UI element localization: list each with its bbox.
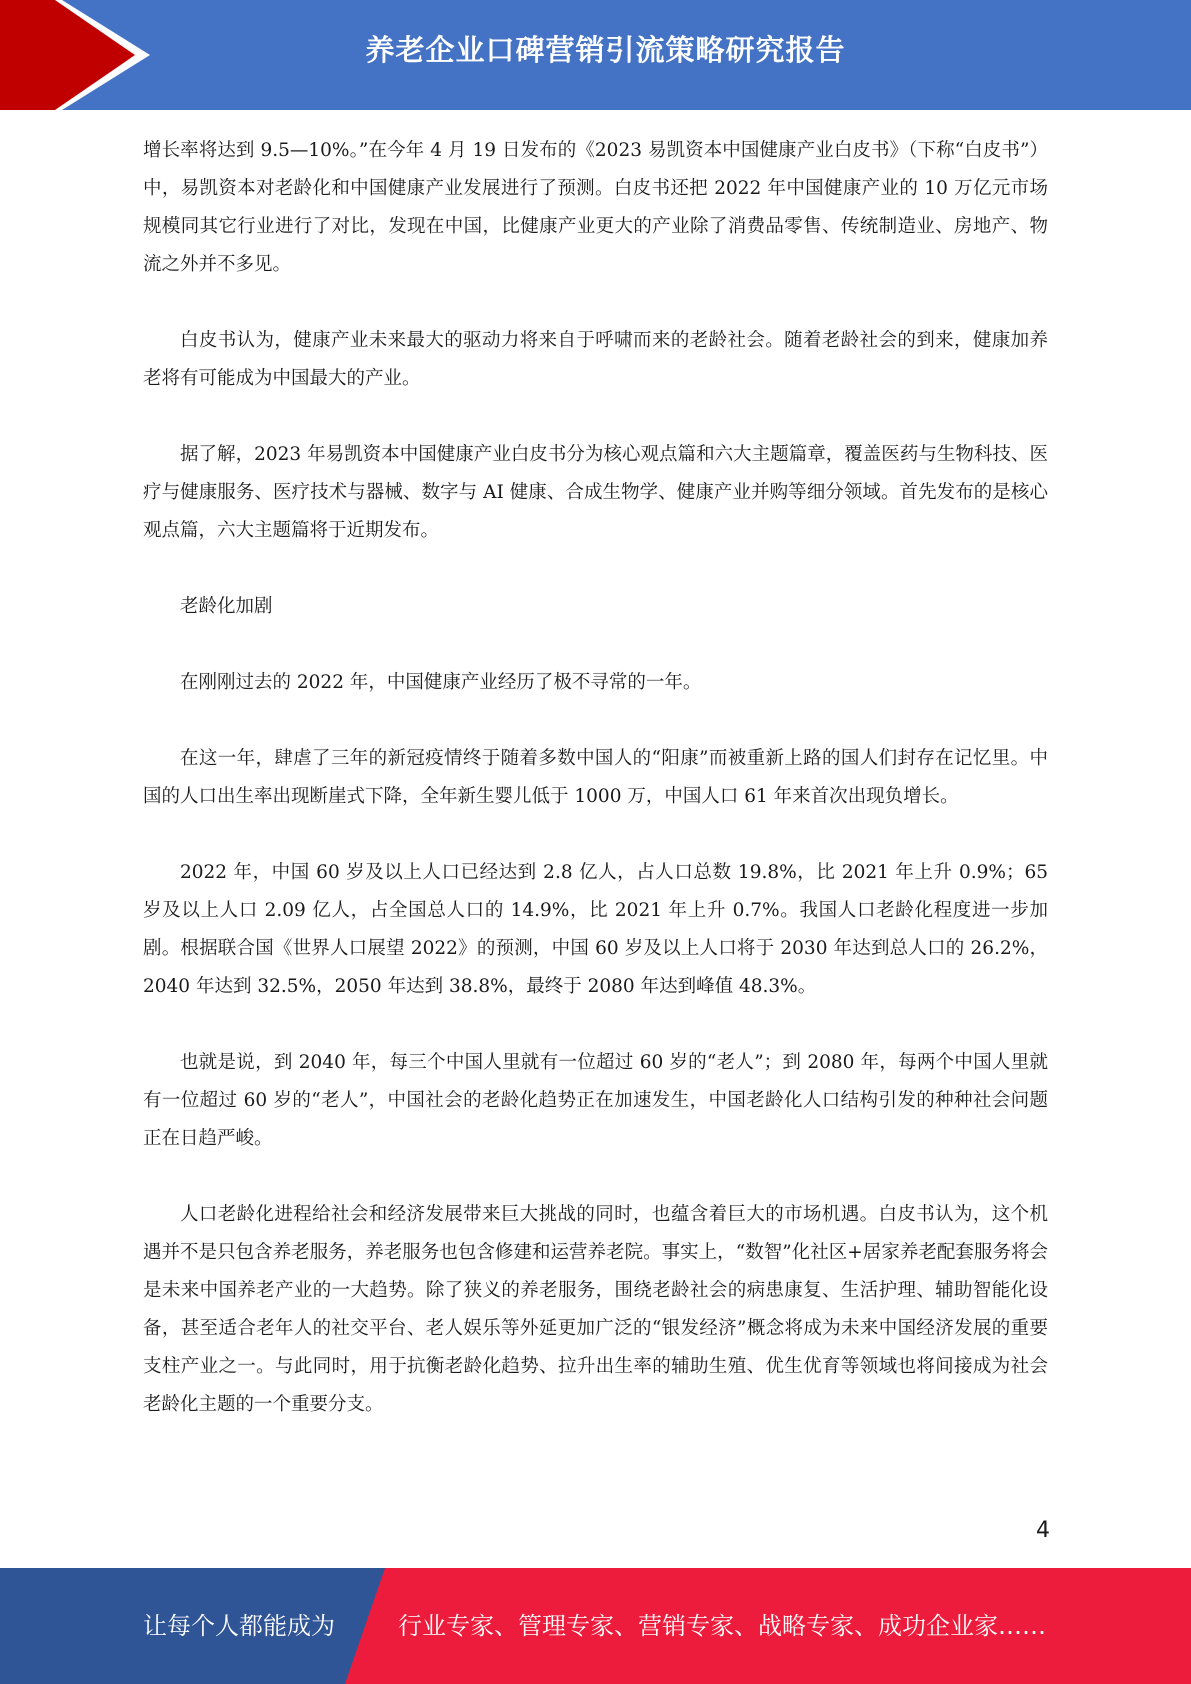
paragraph-8: 人口老龄化进程给社会和经济发展带来巨大挑战的同时，也蕴含着巨大的市场机遇。白皮书认为，这个机遇并不是只包含养老服务，养老服务也包含修建和运营养老院。事实上，“数智”化社区+居家养老配套服务将会是未来中国养老产业的一大趋势。除了狭义的养老服务，围绕老龄社会的病患康复、生活护理、辅助智能化设备，甚至适合老年人的社交平台、老人娱乐等外延更加广泛的“银发经济”概念将成为未来中国经济发展的重要支柱产业之一。与此同时，用于抗衡老龄化趋势、拉升出生率的辅助生殖、优生优育等领域也将间接成为社会老龄化主题的一个重要分支。 (143, 1204, 1048, 1415)
document-body (143, 132, 1048, 1462)
document-title: 养老企业口碑营销引流策略研究报告 (365, 33, 846, 67)
paragraph-1: 增长率将达到 9.5—10%。”在今年 4 月 19 日发布的《2023 易凯资本中国健康产业白皮书》（下称“白皮书”）中，易凯资本对老龄化和中国健康产业发展进行了预测。白皮书还把 2022 年中国健康产业的 10 万亿元市场规模同其它行业进行了对比，发现在中国，比健康产业更大的产业除了消费品零售、传统制造业、房地产、物流之外并不多见。 (143, 140, 1048, 275)
paragraph-7: 也就是说，到 2040 年，每三个中国人里就有一位超过 60 岁的“老人”；到 2080 年，每两个中国人里就有一位超过 60 岁的“老人”，中国社会的老龄化趋势正在加速发生，中国老龄化人口结构引发的种种社会问题正在日趋严峻。 (143, 1052, 1048, 1149)
page-footer (0, 1568, 1191, 1684)
page-number: 4 (1036, 1518, 1050, 1543)
footer-slogan-right: 行业专家、管理专家、营销专家、战略专家、成功企业家…… (398, 1612, 1046, 1640)
footer-slogan-left: 让每个人都能成为 (143, 1612, 335, 1640)
paragraph-3: 据了解，2023 年易凯资本中国健康产业白皮书分为核心观点篇和六大主题篇章，覆盖医药与生物科技、医疗与健康服务、医疗技术与器械、数字与 AI 健康、合成生物学、健康产业并购等细分领域。首先发布的是核心观点篇，六大主题篇将于近期发布。 (143, 444, 1048, 541)
section-heading: 老龄化加剧 (180, 596, 273, 617)
page-header (0, 0, 1191, 110)
paragraph-2: 白皮书认为，健康产业未来最大的驱动力将来自于呼啸而来的老龄社会。随着老龄社会的到来，健康加养老将有可能成为中国最大的产业。 (143, 330, 1048, 389)
paragraph-6: 2022 年，中国 60 岁及以上人口已经达到 2.8 亿人，占人口总数 19.8%，比 2021 年上升 0.9%；65 岁及以上人口 2.09 亿人，占全国总人口的 14.9%，比 2021 年上升 0.7%。我国人口老龄化程度进一步加剧。根据联合国《世界人口展望 2022》的预测，中国 60 岁及以上人口将于 2030 年达到总人口的 26.2%，2040 年达到 32.5%，2050 年达到 38.8%，最终于 2080 年达到峰值 48.3%。 (143, 862, 1048, 997)
paragraph-5: 在这一年，肆虐了三年的新冠疫情终于随着多数中国人的“阳康”而被重新上路的国人们封存在记忆里。中国的人口出生率出现断崖式下降，全年新生婴儿低于 1000 万，中国人口 61 年来首次出现负增长。 (143, 748, 1048, 807)
paragraph-4: 在刚刚过去的 2022 年，中国健康产业经历了极不寻常的一年。 (180, 672, 702, 693)
